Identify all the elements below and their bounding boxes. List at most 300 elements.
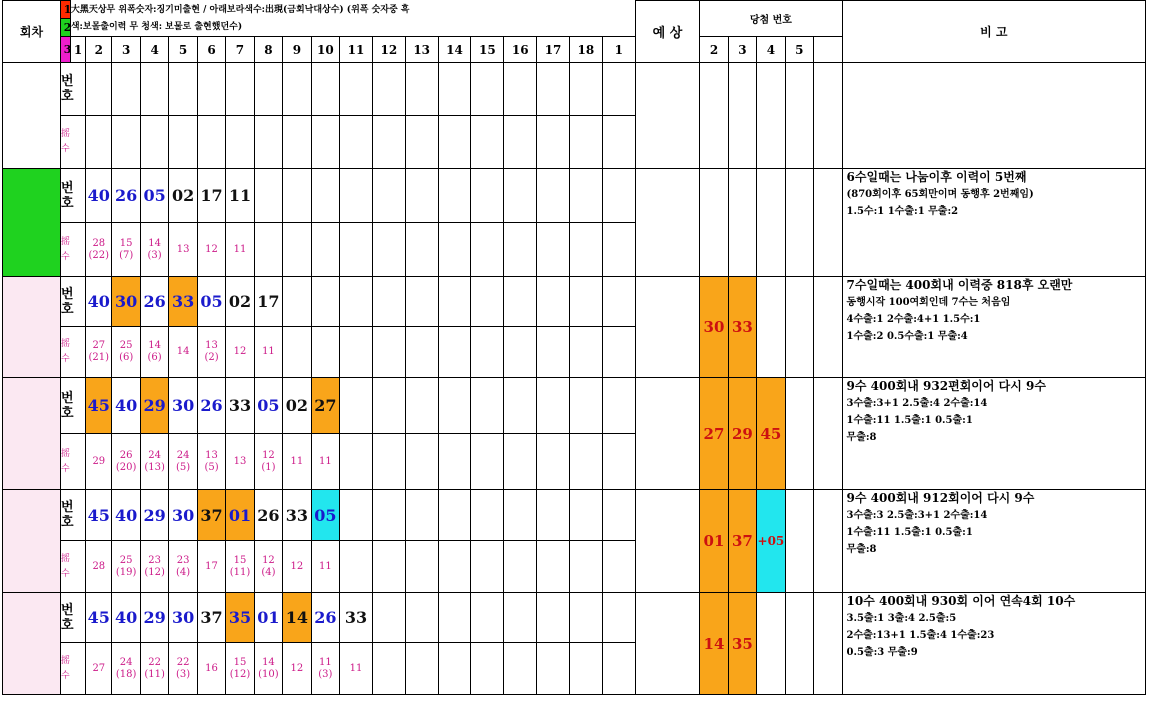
lotto-analysis-table xyxy=(2,0,1146,695)
count-cell: 11 (3) xyxy=(311,643,339,695)
empty-win-cell xyxy=(785,378,813,490)
empty-cell xyxy=(537,327,570,378)
count-cell: 12 xyxy=(197,223,225,277)
count-cell: 12 xyxy=(226,327,254,378)
empty-cell xyxy=(372,541,405,593)
count-label: 摇 수 xyxy=(61,541,86,593)
empty-cell xyxy=(197,63,225,116)
count-cell: 12 (1) xyxy=(254,434,282,490)
empty-cell xyxy=(340,169,373,223)
empty-cell xyxy=(438,277,471,327)
number-cell: 33 xyxy=(169,277,197,327)
note-line: 4수출:1 2수출:4+1 1.5수:1 xyxy=(846,314,981,325)
column-number-15: 15 xyxy=(471,37,504,63)
number-cell: 14 xyxy=(283,593,311,643)
count-cell: 22 (3) xyxy=(169,643,197,695)
number-cell: 26 xyxy=(197,378,225,434)
number-label: 번 호 xyxy=(61,593,86,643)
empty-cell xyxy=(602,593,635,643)
count-label: 摇 수 xyxy=(61,434,86,490)
note-header: 비 고 xyxy=(842,1,1145,63)
empty-cell xyxy=(226,116,254,169)
empty-win-cell xyxy=(785,169,813,277)
empty-cell xyxy=(169,63,197,116)
empty-cell xyxy=(372,169,405,223)
empty-cell xyxy=(438,541,471,593)
empty-cell xyxy=(504,490,537,541)
count-cell: 14 xyxy=(169,327,197,378)
empty-cell xyxy=(311,116,339,169)
number-cell: 33 xyxy=(283,490,311,541)
empty-cell xyxy=(569,434,602,490)
empty-cell xyxy=(283,169,311,223)
column-number-7: 7 xyxy=(226,37,254,63)
empty-cell xyxy=(311,327,339,378)
empty-win-cell xyxy=(728,63,756,169)
empty-cell xyxy=(372,277,405,327)
note-line: 무출:8 xyxy=(846,544,877,555)
number-cell: 17 xyxy=(197,169,225,223)
number-cell: 37 xyxy=(197,593,225,643)
empty-cell xyxy=(602,327,635,378)
empty-cell xyxy=(405,169,438,223)
count-cell: 15 (11) xyxy=(226,541,254,593)
column-number-16: 16 xyxy=(504,37,537,63)
empty-cell xyxy=(340,277,373,327)
column-number-6: 6 xyxy=(197,37,225,63)
winning-number: 29 xyxy=(728,378,756,490)
empty-cell xyxy=(372,490,405,541)
empty-cell xyxy=(340,223,373,277)
empty-cell xyxy=(471,223,504,277)
number-cell: 33 xyxy=(340,593,373,643)
empty-cell xyxy=(569,490,602,541)
empty-cell xyxy=(537,643,570,695)
empty-cell xyxy=(602,277,635,327)
count-cell: 11 xyxy=(254,327,282,378)
count-cell: 13 xyxy=(226,434,254,490)
winning-number: 27 xyxy=(700,378,728,490)
empty-win-cell xyxy=(814,169,842,277)
empty-cell xyxy=(537,223,570,277)
empty-cell xyxy=(405,277,438,327)
round-row xyxy=(3,63,1146,116)
winning-number: 30 xyxy=(700,277,728,378)
count-cell: 12 xyxy=(283,643,311,695)
empty-cell xyxy=(504,541,537,593)
empty-win-cell xyxy=(814,63,842,169)
empty-cell xyxy=(471,327,504,378)
count-cell: 11 xyxy=(340,643,373,695)
empty-cell xyxy=(197,116,225,169)
number-cell: 27 xyxy=(311,378,339,434)
empty-cell xyxy=(569,63,602,116)
empty-cell xyxy=(602,378,635,434)
number-cell: 05 xyxy=(311,490,339,541)
empty-cell xyxy=(471,593,504,643)
empty-cell xyxy=(86,116,112,169)
number-cell: 30 xyxy=(169,490,197,541)
winning-number: 45 xyxy=(757,378,785,490)
empty-cell xyxy=(340,490,373,541)
number-cell: 30 xyxy=(112,277,140,327)
note-line: 1.5수:1 1수출:1 무출:2 xyxy=(846,206,959,217)
empty-cell xyxy=(537,490,570,541)
empty-cell xyxy=(405,327,438,378)
empty-cell xyxy=(569,541,602,593)
number-cell: 26 xyxy=(311,593,339,643)
number-cell: 29 xyxy=(140,490,168,541)
empty-cell xyxy=(569,116,602,169)
winning-number: +05 xyxy=(757,490,785,593)
empty-cell xyxy=(340,116,373,169)
number-cell: 26 xyxy=(140,277,168,327)
number-label: 번 호 xyxy=(61,63,86,116)
empty-cell xyxy=(602,490,635,541)
empty-cell xyxy=(504,327,537,378)
empty-win-cell xyxy=(785,593,813,695)
column-number-14: 14 xyxy=(438,37,471,63)
note-line: 6수일때는 나눔이후 이력이 5번째 xyxy=(846,170,1027,184)
win-column-3: 3 xyxy=(728,37,756,63)
count-cell: 24 (5) xyxy=(169,434,197,490)
empty-cell xyxy=(340,378,373,434)
number-label: 번 호 xyxy=(61,490,86,541)
count-cell: 14 (3) xyxy=(140,223,168,277)
empty-cell xyxy=(340,541,373,593)
empty-cell xyxy=(504,223,537,277)
empty-cell xyxy=(471,277,504,327)
number-cell: 40 xyxy=(112,378,140,434)
empty-cell xyxy=(340,63,373,116)
empty-cell xyxy=(169,116,197,169)
empty-cell xyxy=(405,490,438,541)
number-cell: 45 xyxy=(86,378,112,434)
empty-cell xyxy=(283,277,311,327)
number-cell: 35 xyxy=(226,593,254,643)
round-number xyxy=(3,63,61,169)
column-number-17: 17 xyxy=(537,37,570,63)
column-number-12: 12 xyxy=(372,37,405,63)
empty-win-cell xyxy=(757,63,785,169)
round-number xyxy=(3,593,61,695)
prediction-cell xyxy=(635,277,700,378)
empty-win-cell xyxy=(814,490,842,593)
number-cell: 05 xyxy=(197,277,225,327)
win-column-4: 4 xyxy=(757,37,785,63)
note-line: 1수출:11 1.5출:1 0.5출:1 xyxy=(846,415,973,426)
number-cell: 26 xyxy=(254,490,282,541)
count-cell: 22 (11) xyxy=(140,643,168,695)
winning-header: 당첨 번호 xyxy=(700,1,842,37)
count-cell: 13 (2) xyxy=(197,327,225,378)
note-line: 2수출:13+1 1.5출:4 1수출:23 xyxy=(846,630,995,641)
empty-cell xyxy=(438,593,471,643)
column-number-8: 8 xyxy=(254,37,282,63)
legend-mark-1: 1 xyxy=(61,1,71,19)
prediction-cell xyxy=(635,169,700,277)
count-cell: 15 (7) xyxy=(112,223,140,277)
note-line: 3수출:3+1 2.5출:4 2수출:14 xyxy=(846,398,988,409)
empty-cell xyxy=(372,643,405,695)
number-cell: 26 xyxy=(112,169,140,223)
empty-cell xyxy=(537,277,570,327)
empty-cell xyxy=(405,223,438,277)
number-cell: 40 xyxy=(112,593,140,643)
number-cell: 45 xyxy=(86,593,112,643)
round-row xyxy=(3,169,1146,223)
count-cell: 11 xyxy=(311,541,339,593)
note-line: 무출:8 xyxy=(846,432,877,443)
empty-cell xyxy=(569,169,602,223)
round-number xyxy=(3,277,61,378)
empty-cell xyxy=(471,490,504,541)
empty-cell xyxy=(405,63,438,116)
empty-win-cell xyxy=(814,277,842,378)
count-cell: 27 (21) xyxy=(86,327,112,378)
count-cell: 28 (22) xyxy=(86,223,112,277)
count-cell: 28 xyxy=(86,541,112,593)
note-line: 9수 400회내 912회이어 다시 9수 xyxy=(846,491,1035,505)
empty-cell xyxy=(438,223,471,277)
empty-cell xyxy=(254,116,282,169)
number-cell: 02 xyxy=(226,277,254,327)
empty-cell xyxy=(372,116,405,169)
round-row xyxy=(3,593,1146,643)
prediction-cell xyxy=(635,378,700,490)
empty-cell xyxy=(405,643,438,695)
empty-cell xyxy=(86,63,112,116)
empty-cell xyxy=(471,541,504,593)
count-cell: 12 (4) xyxy=(254,541,282,593)
count-cell: 25 (6) xyxy=(112,327,140,378)
column-number-4: 4 xyxy=(140,37,168,63)
empty-cell xyxy=(140,63,168,116)
count-cell: 29 xyxy=(86,434,112,490)
empty-cell xyxy=(569,378,602,434)
count-label: 摇 수 xyxy=(61,223,86,277)
note-cell xyxy=(842,490,1145,593)
empty-cell xyxy=(504,434,537,490)
number-cell: 29 xyxy=(140,593,168,643)
count-cell: 24 (13) xyxy=(140,434,168,490)
count-cell: 17 xyxy=(197,541,225,593)
number-cell: 29 xyxy=(140,378,168,434)
note-line: 3수출:3 2.5출:3+1 2수출:14 xyxy=(846,510,988,521)
empty-cell xyxy=(504,63,537,116)
count-cell: 16 xyxy=(197,643,225,695)
empty-cell xyxy=(405,116,438,169)
empty-cell xyxy=(602,541,635,593)
round-number xyxy=(3,490,61,593)
empty-cell xyxy=(311,169,339,223)
empty-cell xyxy=(471,434,504,490)
count-cell: 24 (18) xyxy=(112,643,140,695)
empty-cell xyxy=(537,169,570,223)
number-cell: 11 xyxy=(226,169,254,223)
empty-cell xyxy=(372,327,405,378)
empty-cell xyxy=(311,277,339,327)
empty-cell xyxy=(471,116,504,169)
note-cell xyxy=(842,277,1145,378)
number-label: 번 호 xyxy=(61,169,86,223)
empty-cell xyxy=(254,169,282,223)
legend-mark-2: 2 xyxy=(61,19,71,37)
round-row xyxy=(3,378,1146,434)
number-cell: 33 xyxy=(226,378,254,434)
empty-win-cell xyxy=(757,169,785,277)
empty-cell xyxy=(283,327,311,378)
empty-win-cell xyxy=(757,593,785,695)
legend-text-1: 大黑天상무 위폭숫자:징기미출현 / 아래보라색수:出現(금회낙대상수) (위폭 숫자중 흑 xyxy=(70,1,635,19)
number-label: 번 호 xyxy=(61,378,86,434)
empty-cell xyxy=(504,169,537,223)
empty-cell xyxy=(283,223,311,277)
number-cell: 30 xyxy=(169,378,197,434)
empty-cell xyxy=(602,434,635,490)
empty-win-cell xyxy=(785,277,813,378)
note-line: 9수 400회내 932편회이어 다시 9수 xyxy=(846,379,1046,393)
column-number-1: 1 xyxy=(70,37,85,63)
empty-cell xyxy=(471,378,504,434)
empty-cell xyxy=(311,223,339,277)
column-number-10: 10 xyxy=(311,37,339,63)
empty-cell xyxy=(112,116,140,169)
note-line: 3.5출:1 3출:4 2.5출:5 xyxy=(846,613,957,624)
empty-cell xyxy=(569,593,602,643)
count-cell: 11 xyxy=(226,223,254,277)
empty-cell xyxy=(504,116,537,169)
count-cell: 11 xyxy=(283,434,311,490)
winning-number: 33 xyxy=(728,277,756,378)
empty-cell xyxy=(504,378,537,434)
count-label: 摇 수 xyxy=(61,327,86,378)
note-cell xyxy=(842,63,1145,169)
note-cell xyxy=(842,169,1145,277)
empty-cell xyxy=(504,277,537,327)
prediction-cell xyxy=(635,490,700,593)
empty-cell xyxy=(602,169,635,223)
number-cell: 01 xyxy=(226,490,254,541)
note-cell xyxy=(842,593,1145,695)
count-cell: 13 xyxy=(169,223,197,277)
prediction-cell xyxy=(635,63,700,169)
note-line: (870회이후 65회만이며 동행후 2번째임) xyxy=(846,189,1034,200)
count-cell: 23 (4) xyxy=(169,541,197,593)
count-cell: 11 xyxy=(311,434,339,490)
empty-cell xyxy=(438,434,471,490)
note-line: 0.5출:3 무출:9 xyxy=(846,647,918,658)
number-cell: 37 xyxy=(197,490,225,541)
empty-cell xyxy=(438,116,471,169)
empty-win-cell xyxy=(785,63,813,169)
count-cell: 14 (6) xyxy=(140,327,168,378)
empty-cell xyxy=(254,63,282,116)
count-cell: 27 xyxy=(86,643,112,695)
column-number-13: 13 xyxy=(405,37,438,63)
empty-cell xyxy=(438,490,471,541)
winning-number: 35 xyxy=(728,593,756,695)
column-number-3: 3 xyxy=(112,37,140,63)
empty-cell xyxy=(438,63,471,116)
win-column-5: 5 xyxy=(785,37,813,63)
empty-cell xyxy=(405,378,438,434)
empty-cell xyxy=(372,593,405,643)
prediction-header: 예 상 xyxy=(635,1,700,63)
empty-cell xyxy=(372,63,405,116)
column-number-5: 5 xyxy=(169,37,197,63)
empty-cell xyxy=(602,223,635,277)
number-cell: 40 xyxy=(112,490,140,541)
number-cell: 30 xyxy=(169,593,197,643)
empty-cell xyxy=(140,116,168,169)
empty-cell xyxy=(602,116,635,169)
empty-win-cell xyxy=(700,63,728,169)
empty-cell xyxy=(254,223,282,277)
count-cell: 13 (5) xyxy=(197,434,225,490)
note-line: 1수출:11 1.5출:1 0.5출:1 xyxy=(846,527,973,538)
round-number xyxy=(3,378,61,490)
legend-text-2: 색:보몰출이력 무 청색: 보물로 출현했던수) xyxy=(70,19,635,37)
empty-cell xyxy=(471,169,504,223)
number-cell: 40 xyxy=(86,277,112,327)
empty-cell xyxy=(537,541,570,593)
empty-cell xyxy=(537,434,570,490)
empty-cell xyxy=(537,63,570,116)
number-cell: 01 xyxy=(254,593,282,643)
empty-cell xyxy=(504,643,537,695)
empty-win-cell xyxy=(785,490,813,593)
winning-number: 37 xyxy=(728,490,756,593)
empty-cell xyxy=(112,63,140,116)
empty-cell xyxy=(602,63,635,116)
count-cell: 25 (19) xyxy=(112,541,140,593)
number-cell: 45 xyxy=(86,490,112,541)
note-line: 1수출:2 0.5수출:1 무출:4 xyxy=(846,331,968,342)
round-row xyxy=(3,277,1146,327)
empty-cell xyxy=(438,169,471,223)
number-label: 번 호 xyxy=(61,277,86,327)
number-cell: 02 xyxy=(169,169,197,223)
empty-cell xyxy=(405,593,438,643)
note-line: 동행시작 100여회인데 7수는 처음임 xyxy=(846,297,1011,308)
empty-cell xyxy=(340,434,373,490)
note-line: 7수일때는 400회내 이력중 818후 오랜만 xyxy=(846,278,1073,292)
empty-cell xyxy=(438,327,471,378)
empty-cell xyxy=(471,643,504,695)
empty-cell xyxy=(569,327,602,378)
win-column-2: 2 xyxy=(700,37,728,63)
count-label: 摇 수 xyxy=(61,643,86,695)
winning-number: 14 xyxy=(700,593,728,695)
empty-win-cell xyxy=(700,169,728,277)
column-number-2: 2 xyxy=(86,37,112,63)
empty-cell xyxy=(569,277,602,327)
empty-cell xyxy=(471,63,504,116)
number-cell: 17 xyxy=(254,277,282,327)
empty-cell xyxy=(438,378,471,434)
empty-cell xyxy=(372,434,405,490)
empty-win-cell xyxy=(814,378,842,490)
empty-cell xyxy=(569,643,602,695)
column-number-11: 11 xyxy=(340,37,373,63)
note-line: 10수 400회내 930회 이어 연속4회 10수 xyxy=(846,594,1076,608)
empty-cell xyxy=(438,643,471,695)
empty-cell xyxy=(537,378,570,434)
empty-cell xyxy=(372,223,405,277)
winning-number: 01 xyxy=(700,490,728,593)
empty-cell xyxy=(405,541,438,593)
